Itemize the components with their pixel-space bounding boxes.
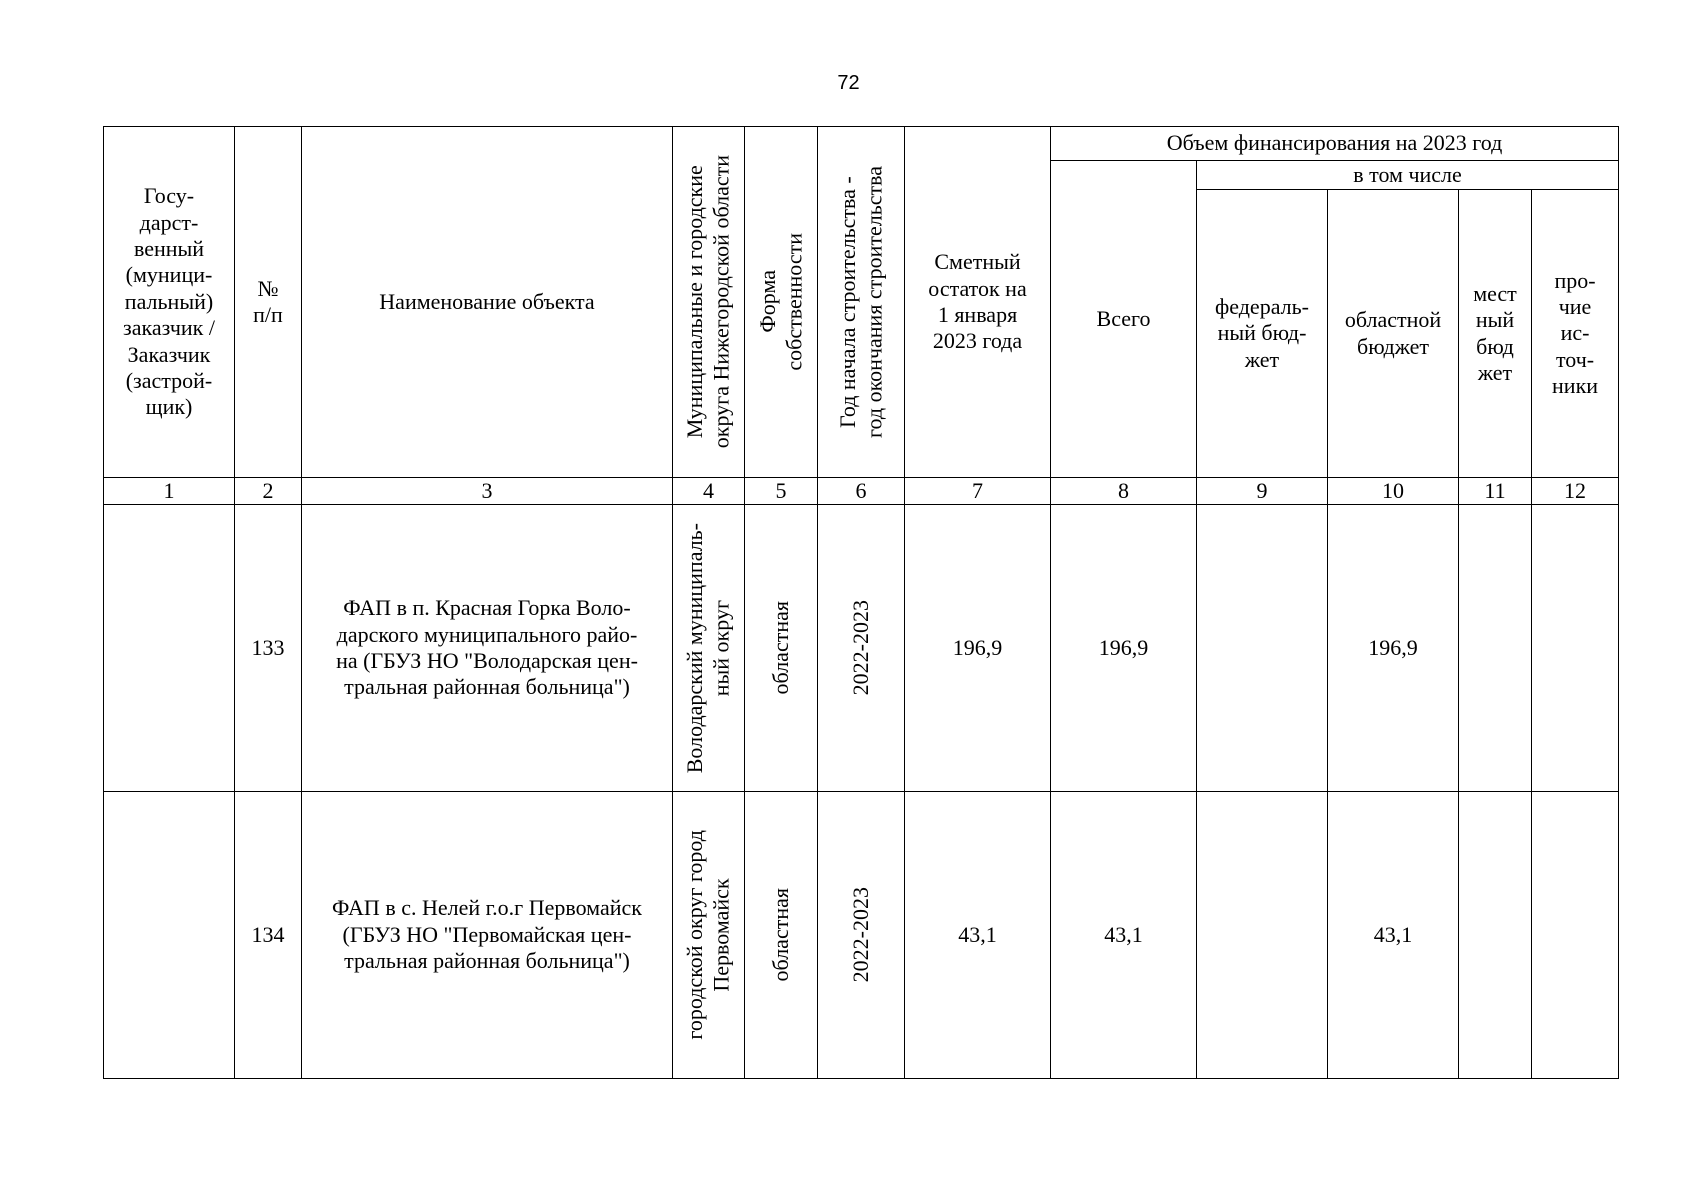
cell-customer [104,792,235,1079]
cell-municipality: городской округ город Первомайск [673,792,745,1079]
column-number: 6 [818,478,905,505]
header-number: № п/п [235,127,302,478]
header-municipality: Муниципальные и городские округа Нижегородской области [673,127,745,478]
cell-ownership: областная [745,792,818,1079]
cell-local [1459,505,1532,792]
column-number: 4 [673,478,745,505]
financing-table [103,126,1619,1079]
header-total: Всего [1051,161,1197,478]
column-number: 5 [745,478,818,505]
column-number: 3 [302,478,673,505]
cell-other [1532,505,1619,792]
cell-years: 2022-2023 [818,505,905,792]
cell-municipality: Володарский муниципаль- ный округ [673,505,745,792]
header-regional: областной бюджет [1328,190,1459,478]
column-number: 8 [1051,478,1197,505]
column-number: 11 [1459,478,1532,505]
column-number: 2 [235,478,302,505]
cell-other [1532,792,1619,1079]
header-other: про- чие ис- точ- ники [1532,190,1619,478]
column-number: 7 [905,478,1051,505]
cell-number: 133 [235,505,302,792]
cell-object-name: ФАП в п. Красная Горка Воло- дарского муниципального райо- на (ГБУЗ НО "Володарская цен- тральная районная больница") [302,505,673,792]
cell-regional: 196,9 [1328,505,1459,792]
page-number: 72 [837,72,860,94]
column-number: 10 [1328,478,1459,505]
column-number: 9 [1197,478,1328,505]
header-years: Год начала строительства - год окончания строительства [818,127,905,478]
header-object-name: Наименование объекта [302,127,673,478]
table-row [104,792,1619,1079]
cell-regional: 43,1 [1328,792,1459,1079]
header-including: в том числе [1197,161,1619,190]
header-customer: Госу- дарст- венный (муници- пальный) заказчик / Заказчик (застрой- щик) [104,127,235,478]
cell-total: 43,1 [1051,792,1197,1079]
header-ownership: Форма собственности [745,127,818,478]
cell-total: 196,9 [1051,505,1197,792]
cell-customer [104,505,235,792]
cell-estimated-balance: 196,9 [905,505,1051,792]
cell-years: 2022-2023 [818,792,905,1079]
cell-object-name: ФАП в с. Нелей г.о.г Первомайск (ГБУЗ НО "Первомайская цен- тральная районная больница") [302,792,673,1079]
cell-number: 134 [235,792,302,1079]
cell-federal [1197,505,1328,792]
table-row [104,505,1619,792]
cell-federal [1197,792,1328,1079]
column-number-row [104,478,1619,505]
cell-local [1459,792,1532,1079]
header-local: мест ный бюд жет [1459,190,1532,478]
cell-ownership: областная [745,505,818,792]
header-federal: федераль- ный бюд- жет [1197,190,1328,478]
cell-estimated-balance: 43,1 [905,792,1051,1079]
column-number: 12 [1532,478,1619,505]
header-financing-group: Объем финансирования на 2023 год [1051,127,1619,161]
header-estimated-balance: Сметный остаток на 1 января 2023 года [905,127,1051,478]
column-number: 1 [104,478,235,505]
